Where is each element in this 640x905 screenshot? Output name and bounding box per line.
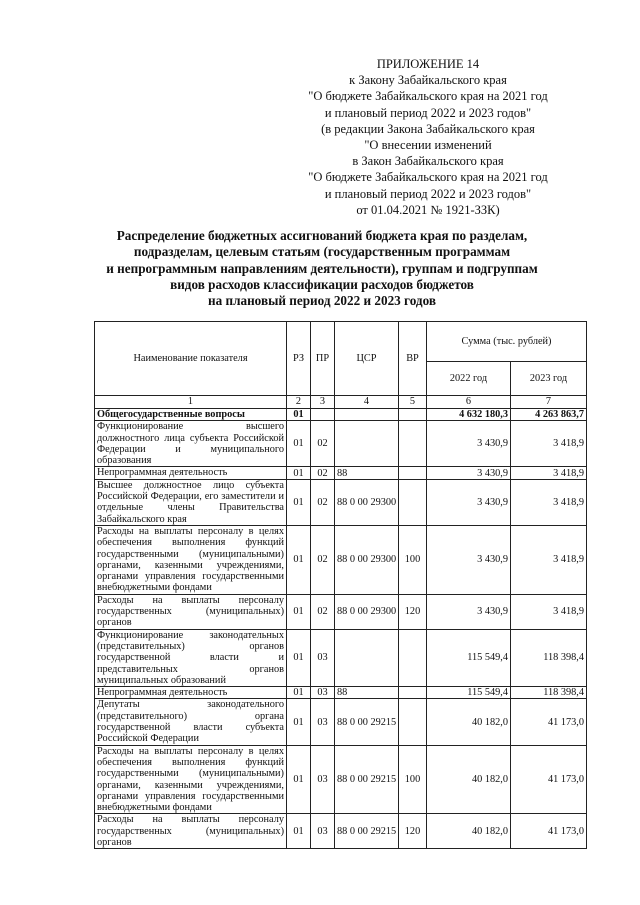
- row-vr: [399, 409, 427, 421]
- header-2023: 2023 год: [511, 362, 587, 396]
- appendix-line: и плановый период 2022 и 2023 годов": [324, 105, 532, 120]
- row-2023: 3 418,9: [511, 594, 587, 629]
- column-numbers-row: [95, 396, 587, 409]
- row-2023: 41 173,0: [511, 745, 587, 814]
- table-row: [95, 467, 587, 479]
- row-vr: [399, 699, 427, 745]
- header-rz: РЗ: [287, 322, 311, 396]
- row-name: Высшее должностное лицо субъекта Российской Федерации, его заместители и отдельные члены Правительства Забайкальского края: [95, 479, 287, 525]
- title-line: на плановый период 2022 и 2023 годов: [208, 293, 436, 309]
- appendix-line: и плановый период 2022 и 2023 годов": [324, 186, 532, 201]
- row-pr: 02: [311, 467, 335, 479]
- row-name: Депутаты законодательного (представительного) органа государственной власти субъекта Российской Федерации: [95, 699, 287, 745]
- row-pr: 02: [311, 594, 335, 629]
- header-sum: Сумма (тыс. рублей): [427, 322, 587, 362]
- row-rz: 01: [287, 409, 311, 421]
- row-csr: 88 0 00 29300: [335, 525, 399, 594]
- row-rz: 01: [287, 594, 311, 629]
- row-vr: 100: [399, 745, 427, 814]
- row-csr: [335, 629, 399, 686]
- header-pr: ПР: [311, 322, 335, 396]
- header-vr: ВР: [399, 322, 427, 396]
- header-name: Наименование показателя: [95, 322, 287, 396]
- row-vr: 120: [399, 594, 427, 629]
- row-rz: 01: [287, 467, 311, 479]
- appendix-line: "О внесении изменений: [364, 138, 492, 153]
- row-vr: [399, 467, 427, 479]
- document-title: [80, 228, 564, 309]
- row-vr: 120: [399, 814, 427, 849]
- row-csr: 88: [335, 687, 399, 699]
- row-2022: 3 430,9: [427, 594, 511, 629]
- title-line: Распределение бюджетных ассигнований бюджета края по разделам,: [116, 228, 528, 243]
- table-row: [95, 687, 587, 699]
- row-rz: 01: [287, 629, 311, 686]
- row-rz: 01: [287, 687, 311, 699]
- row-rz: 01: [287, 814, 311, 849]
- row-csr: 88: [335, 467, 399, 479]
- row-2023: 4 263 863,7: [511, 409, 587, 421]
- column-number: 2: [287, 396, 311, 409]
- row-pr: 03: [311, 629, 335, 686]
- row-2022: 3 430,9: [427, 525, 511, 594]
- appendix-line: ПРИЛОЖЕНИЕ 14: [376, 57, 480, 71]
- title-line: подразделам, целевым статьям (государственным программам: [133, 244, 511, 260]
- row-vr: [399, 421, 427, 467]
- row-pr: 03: [311, 814, 335, 849]
- row-2022: 40 182,0: [427, 699, 511, 745]
- row-vr: 100: [399, 525, 427, 594]
- row-csr: 88 0 00 29215: [335, 745, 399, 814]
- appendix-line: "О бюджете Забайкальского края на 2021 год: [308, 89, 548, 104]
- row-2023: 3 418,9: [511, 421, 587, 467]
- appendix-line: от 01.04.2021 № 1921-ЗЗК): [356, 202, 500, 217]
- table-row: [95, 629, 587, 686]
- row-2023: 41 173,0: [511, 699, 587, 745]
- budget-table: [94, 321, 587, 849]
- title-line: видов расходов классификации расходов бюджетов: [170, 276, 474, 292]
- row-csr: 88 0 00 29300: [335, 594, 399, 629]
- table-row: [95, 409, 587, 421]
- appendix-header: [292, 56, 564, 218]
- row-pr: [311, 409, 335, 421]
- column-number: 7: [511, 396, 587, 409]
- row-name: Расходы на выплаты персоналу государственных (муниципальных) органов: [95, 594, 287, 629]
- appendix-line: в Закон Забайкальского края: [352, 154, 504, 169]
- row-name: Расходы на выплаты персоналу государственных (муниципальных) органов: [95, 814, 287, 849]
- row-csr: [335, 409, 399, 421]
- row-vr: [399, 479, 427, 525]
- column-number: 1: [95, 396, 287, 409]
- row-vr: [399, 629, 427, 686]
- table-row: [95, 525, 587, 594]
- row-2022: 3 430,9: [427, 479, 511, 525]
- row-rz: 01: [287, 479, 311, 525]
- row-2022: 3 430,9: [427, 421, 511, 467]
- row-rz: 01: [287, 699, 311, 745]
- table-row: [95, 421, 587, 467]
- row-rz: 01: [287, 525, 311, 594]
- appendix-line: "О бюджете Забайкальского края на 2021 год: [308, 170, 548, 185]
- row-pr: 02: [311, 525, 335, 594]
- row-pr: 02: [311, 421, 335, 467]
- title-line: и непрограммным направлениям деятельности), группам и подгруппам: [106, 260, 538, 276]
- row-2022: 115 549,4: [427, 629, 511, 686]
- row-2023: 41 173,0: [511, 814, 587, 849]
- row-2022: 4 632 180,3: [427, 409, 511, 421]
- row-pr: 02: [311, 479, 335, 525]
- row-name: Общегосударственные вопросы: [95, 409, 287, 421]
- row-csr: 88 0 00 29300: [335, 479, 399, 525]
- row-name: Функционирование высшего должностного лица субъекта Российской Федерации и муниципального образования: [95, 421, 287, 467]
- header-csr: ЦСР: [335, 322, 399, 396]
- table-row: [95, 745, 587, 814]
- column-number: 5: [399, 396, 427, 409]
- column-number: 4: [335, 396, 399, 409]
- table-row: [95, 479, 587, 525]
- row-pr: 03: [311, 745, 335, 814]
- row-pr: 03: [311, 687, 335, 699]
- table-row: [95, 699, 587, 745]
- row-csr: 88 0 00 29215: [335, 814, 399, 849]
- row-2022: 115 549,4: [427, 687, 511, 699]
- row-name: Расходы на выплаты персоналу в целях обеспечения выполнения функций государственными (муниципальными) органами, казенными учреждениями, органами управления государственными внебюджетными фондами: [95, 525, 287, 594]
- row-name: Функционирование законодательных (представительных) органов государственной власти и представительных органов муниципальных образований: [95, 629, 287, 686]
- table-row: [95, 594, 587, 629]
- row-csr: 88 0 00 29215: [335, 699, 399, 745]
- row-name: Непрограммная деятельность: [95, 467, 287, 479]
- row-pr: 03: [311, 699, 335, 745]
- row-rz: 01: [287, 421, 311, 467]
- appendix-line: (в редакции Закона Забайкальского края: [321, 121, 535, 136]
- row-name: Непрограммная деятельность: [95, 687, 287, 699]
- appendix-line: к Закону Забайкальского края: [349, 73, 507, 88]
- row-2022: 3 430,9: [427, 467, 511, 479]
- row-2023: 3 418,9: [511, 525, 587, 594]
- column-number: 6: [427, 396, 511, 409]
- row-2023: 3 418,9: [511, 467, 587, 479]
- row-rz: 01: [287, 745, 311, 814]
- row-2022: 40 182,0: [427, 814, 511, 849]
- row-vr: [399, 687, 427, 699]
- row-name: Расходы на выплаты персоналу в целях обеспечения выполнения функций государственными (муниципальными) органами, казенными учреждениями, органами управления государственными внебюджетными фондами: [95, 745, 287, 814]
- row-csr: [335, 421, 399, 467]
- row-2023: 118 398,4: [511, 687, 587, 699]
- header-2022: 2022 год: [427, 362, 511, 396]
- table-body: [95, 409, 587, 849]
- row-2022: 40 182,0: [427, 745, 511, 814]
- table-row: [95, 814, 587, 849]
- row-2023: 118 398,4: [511, 629, 587, 686]
- row-2023: 3 418,9: [511, 479, 587, 525]
- column-number: 3: [311, 396, 335, 409]
